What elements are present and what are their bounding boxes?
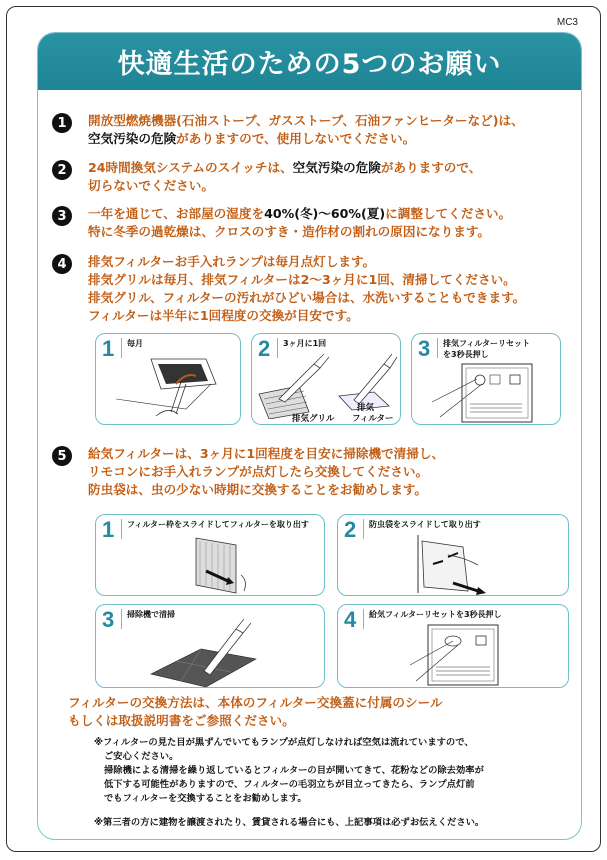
note-1-line: 掃除機による清掃を繰り返しているとフィルターの目が開いてきて、花粉などの除去効率が bbox=[104, 765, 484, 776]
step-label: 掃除機で清掃 bbox=[127, 610, 175, 619]
step-label: フィルター枠をスライドしてフィルターを取り出す bbox=[127, 520, 309, 529]
vacuum-grille-filter-illustration bbox=[254, 354, 399, 419]
number-5-icon: 5 bbox=[52, 446, 72, 466]
divider bbox=[121, 519, 122, 539]
replacement-method-text: フィルターの交換方法は、本体のフィルター交換蓋に付属のシール もしくは取扱説明書をご参照ください。 bbox=[68, 695, 443, 728]
text-line: 排気グリルは毎月、排気フィルターは2〜3ヶ月に1回、清掃してください。 bbox=[88, 272, 516, 287]
supply-step-2 bbox=[337, 514, 569, 596]
item-3 bbox=[52, 205, 511, 241]
text-line: 排気グリル、フィルターの汚れがひどい場合は、水洗いすることもできます。 bbox=[88, 290, 526, 305]
supply-step-3 bbox=[95, 604, 325, 688]
text-line: フィルターは半年に1回程度の交換が目安です。 bbox=[88, 308, 359, 323]
content-panel bbox=[37, 32, 582, 840]
grille-label: 排気グリル bbox=[292, 414, 335, 424]
number-1-icon: 1 bbox=[52, 113, 72, 133]
text-line: 一年を通じて、お部屋の湿度を40%(冬)〜60%(夏)に調整してください。 bbox=[88, 206, 512, 221]
text-line: 開放型燃焼機器(石油ストーブ、ガスストーブ、石油ファンヒーターなど)は、 bbox=[88, 113, 524, 128]
step-label: 給気フィルターリセットを3秒長押し bbox=[369, 610, 502, 619]
page-title: 快適生活のための5つのお願い bbox=[117, 49, 502, 80]
number-2-icon: 2 bbox=[52, 160, 72, 180]
exhaust-step-3 bbox=[411, 333, 561, 425]
step-label: 排気フィルターリセット を3秒長押し bbox=[443, 339, 530, 359]
step-label: 3ヶ月に1回 bbox=[283, 339, 327, 348]
slide-filter-illustration bbox=[186, 533, 266, 595]
divider bbox=[121, 609, 122, 629]
slide-bag-illustration bbox=[408, 533, 508, 595]
step-number: 4 bbox=[344, 607, 357, 632]
item-5 bbox=[52, 445, 444, 499]
supply-step-1 bbox=[95, 514, 325, 596]
item-1 bbox=[52, 112, 524, 148]
step-number: 2 bbox=[344, 517, 357, 542]
filter-label-top: 排気 bbox=[357, 403, 375, 413]
ceiling-grille-illustration bbox=[106, 354, 236, 424]
document-code: MC3 bbox=[556, 17, 578, 28]
note-1-line: 低下する可能性がありますので、フィルターの毛羽立ちが目立ってきたら、ランプ点灯前 bbox=[104, 779, 475, 790]
step-number: 2 bbox=[258, 336, 271, 361]
step-number: 1 bbox=[102, 336, 115, 361]
item-2 bbox=[52, 159, 481, 195]
vacuum-filter-illustration bbox=[146, 619, 276, 688]
exhaust-step-1 bbox=[95, 333, 241, 425]
supply-steps bbox=[95, 514, 575, 688]
number-4-icon: 4 bbox=[52, 254, 72, 274]
item-4 bbox=[52, 253, 525, 325]
notes bbox=[94, 736, 484, 830]
divider bbox=[363, 609, 364, 629]
supply-step-4 bbox=[337, 604, 569, 688]
text-line: 24時間換気システムのスイッチは、空気汚染の危険がありますので、 bbox=[88, 160, 482, 175]
exhaust-step-2 bbox=[251, 333, 401, 425]
step-label: 毎月 bbox=[127, 339, 143, 348]
title-banner bbox=[38, 33, 581, 90]
text-line: 排気フィルターお手入れランプは毎月点灯します。 bbox=[88, 254, 376, 269]
note-1-line: でもフィルターを交換することをお勧めします。 bbox=[104, 793, 307, 804]
divider bbox=[437, 338, 438, 358]
divider bbox=[363, 519, 364, 539]
step-number: 3 bbox=[102, 607, 115, 632]
item-2-text bbox=[88, 159, 481, 195]
note-2: ※第三者の方に建物を譲渡されたり、賃貸される場合にも、上記事項は必ずお伝えください。 bbox=[94, 817, 485, 828]
exhaust-steps bbox=[95, 333, 561, 425]
text-line: 特に冬季の過乾燥は、クロスのすき・造作材の割れの原因になります。 bbox=[88, 224, 490, 239]
text-line: リモコンにお手入れランプが点灯したら交換してください。 bbox=[88, 464, 429, 479]
text-line: 防虫袋は、虫の少ない時期に交換することをお勧めします。 bbox=[88, 482, 428, 497]
text-line: 空気汚染の危険がありますので、使用しないでください。 bbox=[88, 131, 416, 146]
remote-panel-illustration bbox=[408, 623, 518, 687]
note-1-line: ご安心ください。 bbox=[104, 751, 179, 762]
step-number: 1 bbox=[102, 517, 115, 542]
step-number: 3 bbox=[418, 336, 431, 361]
item-3-text bbox=[88, 205, 511, 241]
text-line: 給気フィルターは、3ヶ月に1回程度を目安に掃除機で清掃し、 bbox=[88, 446, 445, 461]
step-label: 防虫袋をスライドして取り出す bbox=[369, 520, 481, 529]
item-4-text bbox=[88, 253, 525, 325]
item-5-text bbox=[88, 445, 444, 499]
note-1-line: ※フィルターの見た目が黒ずんでいてもランプが点灯しなければ空気は流れていますので、 bbox=[94, 737, 474, 748]
text-line: 切らないでください。 bbox=[88, 178, 214, 193]
document-sheet bbox=[6, 6, 601, 852]
item-1-text bbox=[88, 112, 524, 148]
filter-label-bottom: フィルター bbox=[352, 414, 394, 424]
remote-panel-illustration bbox=[422, 362, 552, 424]
number-3-icon: 3 bbox=[52, 206, 72, 226]
